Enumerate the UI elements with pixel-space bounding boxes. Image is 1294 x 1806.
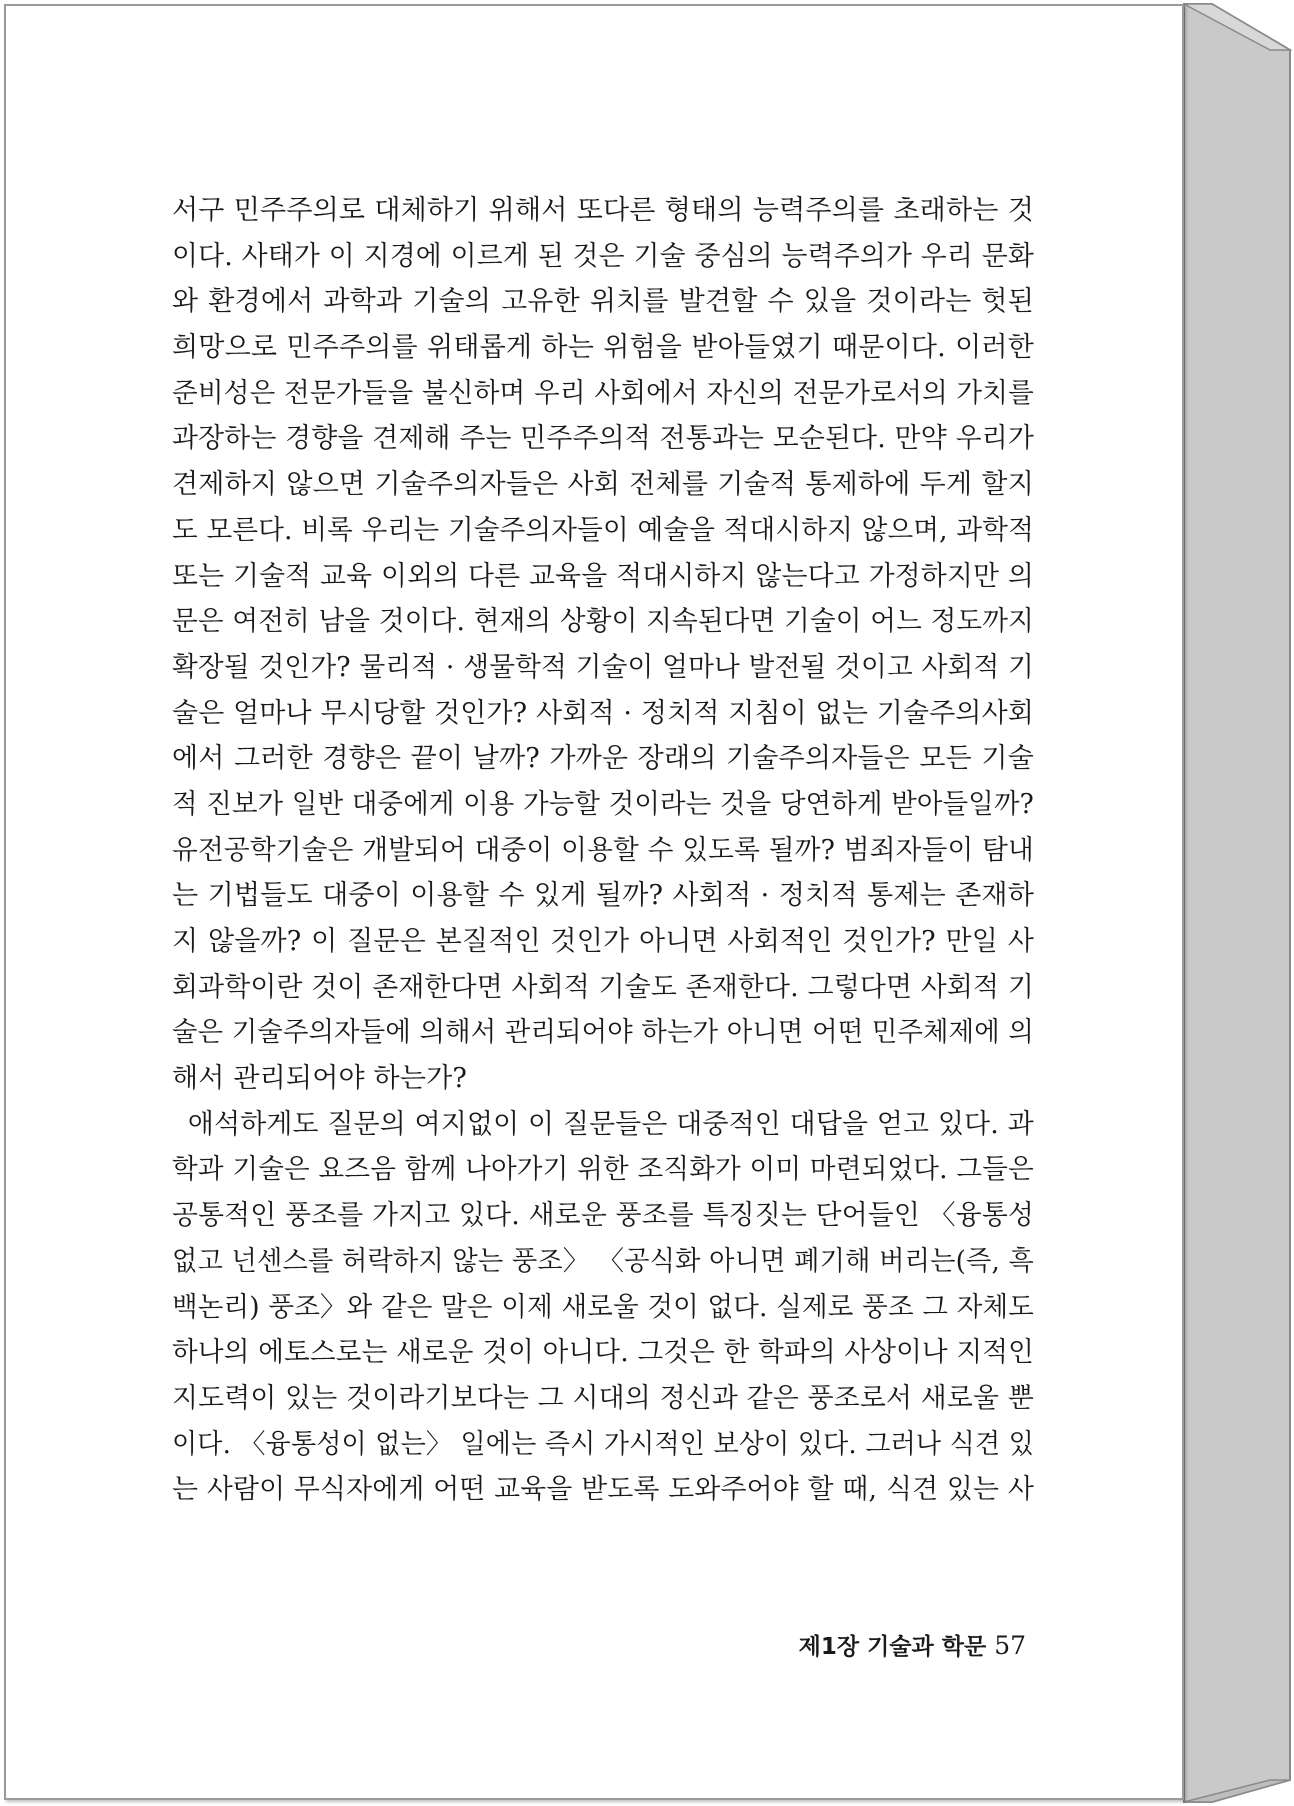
- text-line: 이다. 〈융통성이 없는〉 일에는 즉시 가시적인 보상이 있다. 그러나 식견 있: [172, 1428, 1034, 1460]
- text-line: 와 환경에서 과학과 기술의 고유한 위치를 발견할 수 있을 것이라는 헛된: [172, 286, 1034, 318]
- text-line: 회과학이란 것이 존재한다면 사회적 기술도 존재한다. 그렇다면 사회적 기: [172, 971, 1034, 1003]
- body-text: [172, 188, 1034, 1513]
- text-line: 적 진보가 일반 대중에게 이용 가능할 것이라는 것을 당연하게 받아들일까?: [172, 788, 1034, 820]
- paragraph-end-line: 해서 관리되어야 하는가?: [172, 1063, 468, 1095]
- text-line: 유전공학기술은 개발되어 대중이 이용할 수 있도록 될까? 범죄자들이 탐내: [172, 834, 1034, 866]
- page-number: 57: [994, 1631, 1026, 1660]
- text-line: 공통적인 풍조를 가지고 있다. 새로운 풍조를 특징짓는 단어들인 〈융통성: [172, 1200, 1034, 1232]
- text-line: 견제하지 않으면 기술주의자들은 사회 전체를 기술적 통제하에 두게 할지: [172, 469, 1034, 501]
- book-edge-face: [1184, 4, 1290, 1802]
- text-line: 술은 기술주의자들에 의해서 관리되어야 하는가 아니면 어떤 민주체제에 의: [172, 1017, 1034, 1049]
- text-line: 지도력이 있는 것이라기보다는 그 시대의 정신과 같은 풍조로서 새로울 뿐: [172, 1382, 1034, 1414]
- text-line: 문은 여전히 남을 것이다. 현재의 상황이 지속된다면 기술이 어느 정도까지: [172, 606, 1034, 638]
- text-line: 는 사람이 무식자에게 어떤 교육을 받도록 도와주어야 할 때, 식견 있는 사: [172, 1474, 1034, 1506]
- text-line: 백논리) 풍조〉와 같은 말은 이제 새로울 것이 없다. 실제로 풍조 그 자체도: [172, 1291, 1034, 1323]
- text-line: 학과 기술은 요즈음 함께 나아가기 위한 조직화가 이미 마련되었다. 그들은: [172, 1154, 1034, 1186]
- text-line: 확장될 것인가? 물리적 · 생물학적 기술이 얼마나 발전될 것이고 사회적 기: [172, 651, 1034, 683]
- text-line: 과장하는 경향을 견제해 주는 민주주의적 전통과는 모순된다. 만약 우리가: [172, 423, 1034, 455]
- text-line: 지 않을까? 이 질문은 본질적인 것인가 아니면 사회적인 것인가? 만일 사: [172, 926, 1034, 957]
- text-line: 이다. 사태가 이 지경에 이르게 된 것은 기술 중심의 능력주의가 우리 문화: [172, 240, 1034, 272]
- text-line: 희망으로 민주주의를 위태롭게 하는 위험을 받아들였기 때문이다. 이러한: [172, 332, 1034, 364]
- text-line: 서구 민주주의로 대체하기 위해서 또다른 형태의 능력주의를 초래하는 것: [172, 195, 1034, 226]
- text-line: 없고 넌센스를 허락하지 않는 풍조〉 〈공식화 아니면 폐기해 버리는(즉, 흑: [172, 1245, 1034, 1277]
- page-footer: [766, 1628, 1026, 1661]
- text-line: 는 기법들도 대중이 이용할 수 있게 될까? 사회적 · 정치적 통제는 존재하: [172, 880, 1034, 912]
- text-line: 하나의 에토스로는 새로운 것이 아니다. 그것은 한 학파의 사상이나 지적인: [172, 1337, 1034, 1369]
- book-page: [4, 4, 1184, 1800]
- paragraph-start-line: 애석하게도 질문의 여지없이 이 질문들은 대중적인 대답을 얻고 있다. 과: [187, 1108, 1034, 1140]
- text-line: 도 모른다. 비록 우리는 기술주의자들이 예술을 적대시하지 않으며, 과학적: [172, 514, 1034, 546]
- text-line: 술은 얼마나 무시당할 것인가? 사회적 · 정치적 지침이 없는 기술주의사회: [172, 697, 1034, 729]
- text-line: 에서 그러한 경향은 끝이 날까? 가까운 장래의 기술주의자들은 모든 기술: [172, 743, 1034, 775]
- text-line: 또는 기술적 교육 이외의 다른 교육을 적대시하지 않는다고 가정하지만 의: [172, 560, 1034, 592]
- chapter-title: 제1장 기술과 학문: [798, 1634, 987, 1660]
- text-line: 준비성은 전문가들을 불신하며 우리 사회에서 자신의 전문가로서의 가치를: [172, 377, 1034, 409]
